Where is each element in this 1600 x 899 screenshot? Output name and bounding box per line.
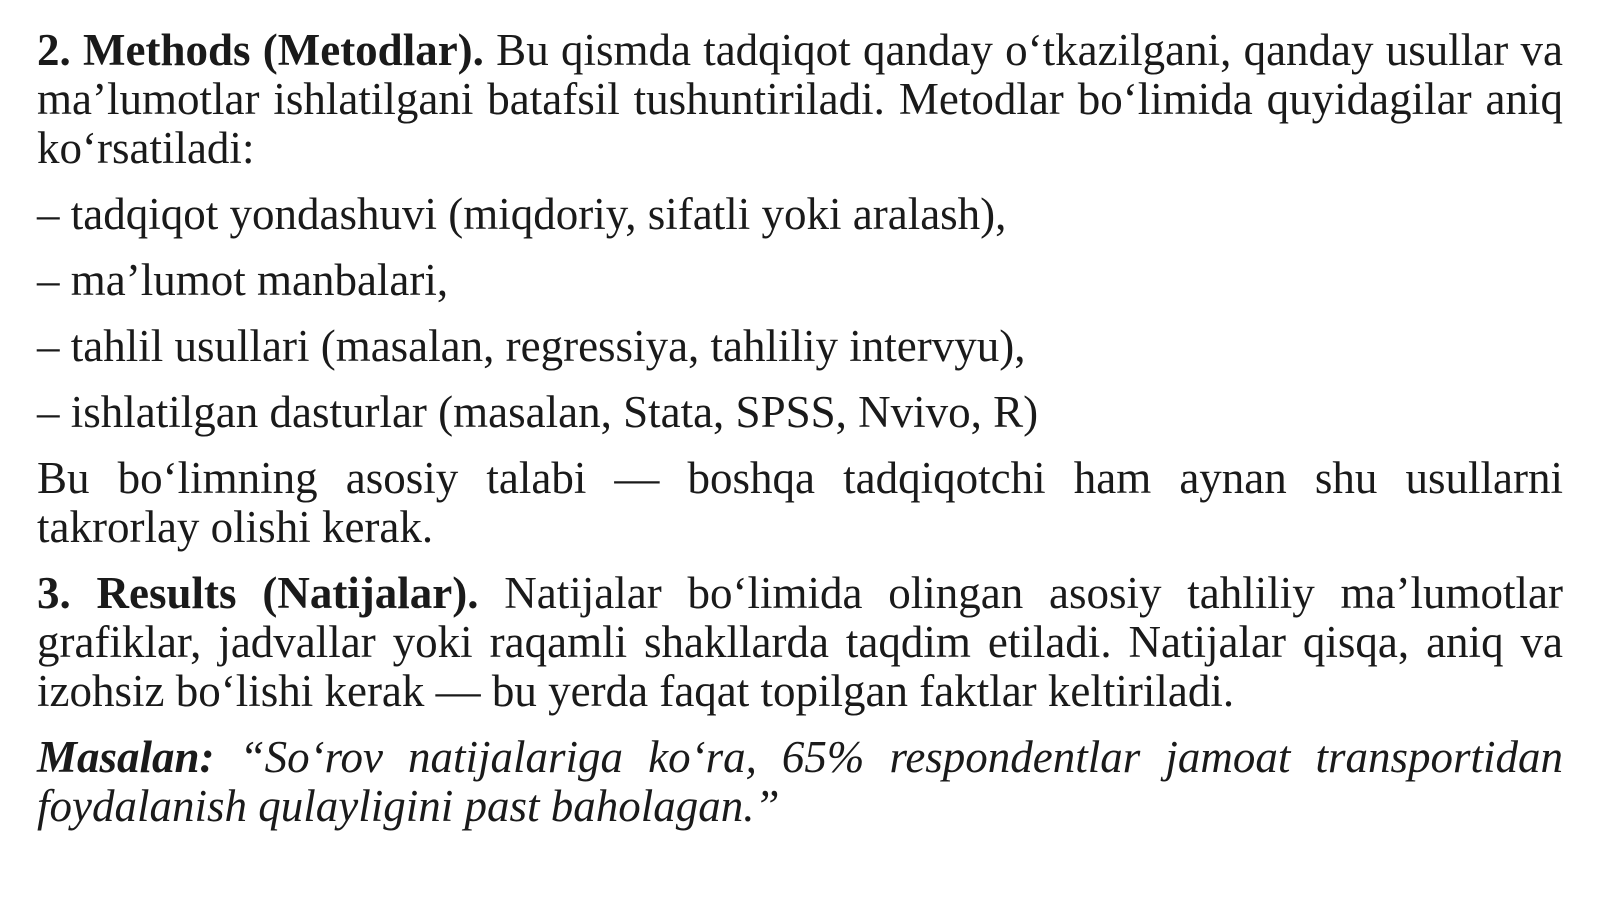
methods-requirement: Bu bo‘limning asosiy talabi — boshqa tadqiqotchi ham aynan shu usullarni takrorlay olishi kerak. xyxy=(37,453,1563,552)
methods-heading: 2. Methods (Metodlar). xyxy=(37,25,484,75)
results-heading: 3. Results (Natijalar). xyxy=(37,568,479,618)
methods-list-item-approach: – tadqiqot yondashuvi (miqdoriy, sifatli yoki aralash), xyxy=(37,189,1007,239)
methods-list-item-sources: – ma’lumot manbalari, xyxy=(37,255,449,305)
methods-intro: Bu qismda tadqiqot qanday o‘tkazilgani, qanday usullar va ma’lumotlar ishlatilgani batafsil tushuntiriladi. Metodlar bo‘limida quyidagilar aniq ko‘rsatiladi: xyxy=(37,25,1563,173)
methods-list-item-software: – ishlatilgan dasturlar (masalan, Stata, SPSS, Nvivo, R) xyxy=(37,387,1039,437)
results-body: Natijalar bo‘limida olingan asosiy tahliliy ma’lumotlar grafiklar, jadvallar yoki raqamli shakllarda taqdim etiladi. Natijalar qisqa, aniq va izohsiz bo‘lishi kerak — bu yerda faqat topilgan faktlar keltiriladi. xyxy=(37,568,1563,716)
example-quote: “So‘rov natijalariga ko‘ra, 65% respondentlar jamoat transportidan foydalanish qulayligini past baholagan.” xyxy=(37,732,1563,831)
example-paragraph xyxy=(37,733,1563,831)
example-label: Masalan: xyxy=(37,732,215,782)
results-paragraph xyxy=(37,569,1563,716)
methods-paragraph xyxy=(37,26,1563,173)
methods-list-item-analysis: – tahlil usullari (masalan, regressiya, tahliliy intervyu), xyxy=(37,321,1026,371)
